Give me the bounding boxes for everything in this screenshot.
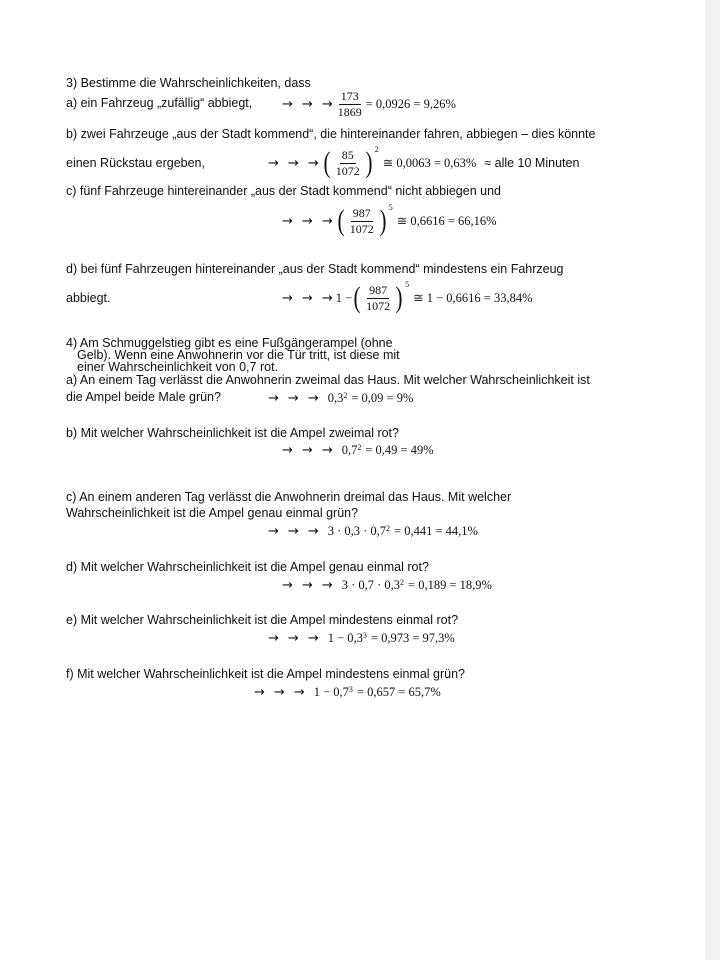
exponent: 2 [343, 390, 348, 400]
vertical-scrollbar[interactable] [706, 0, 720, 960]
arrow-icon: → [254, 684, 265, 700]
exponent: 5 [388, 202, 393, 212]
result: = 0,09 = 9% [351, 390, 414, 405]
task3-b-question-line1: b) zwei Fahrzeuge „aus der Stadt kommend“, die hintereinander fahren, abbiegen – dies könnte [66, 127, 596, 141]
arrow-icon: → [307, 523, 319, 539]
exponent: 2 [400, 577, 405, 587]
fraction: $\frac{85}{1072}$ [335, 147, 360, 178]
exponent: 2 [386, 523, 391, 533]
task3-a-question: a) ein Fahrzeug „zufällig“ abbiegt, [66, 96, 253, 110]
arrow-icon: → [301, 290, 313, 306]
task4-intro-line1: 4) Am Schmuggelstieg gibt es eine Fußgängerampel (ohne [66, 336, 393, 350]
arrow-icon: → [301, 442, 313, 458]
arrow-icon: → [268, 523, 279, 539]
task3-d-question-line1: d) bei fünf Fahrzeugen hintereinander „aus der Stadt kommend“ mindestens ein Fahrzeug [66, 262, 564, 276]
result: = 0,189 = 18,9% [408, 577, 492, 592]
base: 3 · 0,3 · 0,7 [327, 523, 387, 538]
arrow-icon: → [301, 213, 313, 229]
base: 1 − 0,3 [327, 630, 363, 645]
result: = 0,657 = 65,7% [356, 684, 441, 699]
task4-f-question: f) Mit welcher Wahrscheinlichkeit ist die Ampel mindestens einmal grün? [66, 667, 466, 681]
task4-a-answer [268, 389, 413, 407]
task3-a-answer [282, 88, 456, 119]
task4-c-answer [268, 522, 478, 540]
arrow-icon: → [301, 577, 313, 593]
exponent: 2 [374, 144, 379, 154]
task4-d-answer [282, 576, 492, 594]
arrow-icon: → [321, 290, 333, 306]
arrow-icon: → [268, 155, 279, 171]
arrow-icon: → [282, 442, 293, 458]
exponent: 5 [405, 279, 410, 289]
result: ≅ 1 − 0,6616 = 33,84% [413, 291, 533, 305]
task3-d-answer: → → → 1 − ( $\frac{987}{1072}$ ) $^5$ ≅ 1 − 0,6616 = 33,84% [282, 279, 533, 314]
result: = 0,49 = 49% [365, 442, 434, 457]
fraction: $\frac{987}{1072}$ [366, 282, 391, 313]
task4-intro-line2: Gelb). Wenn eine Anwohnerin vor die Tür tritt, ist diese mit [77, 348, 400, 362]
task3-d-question-line2: abbiegt. [66, 291, 111, 305]
task3-title: 3) Bestimme die Wahrscheinlichkeiten, dass [66, 76, 311, 90]
arrow-icon: → [287, 155, 299, 171]
task3-c-question: c) fünf Fahrzeuge hintereinander „aus der Stadt kommend“ nicht abbiegen und [66, 184, 501, 198]
exponent: 2 [357, 442, 362, 452]
result: = 0,973 = 97,3% [370, 630, 455, 645]
arrow-icon: → [307, 390, 319, 406]
task4-b-question: b) Mit welcher Wahrscheinlichkeit ist die Ampel zweimal rot? [66, 426, 399, 440]
task4-intro-line3: einer Wahrscheinlichkeit von 0,7 rot. [77, 360, 279, 374]
task4-a-question-line2: die Ampel beide Male grün? [66, 390, 221, 404]
task4-c-question-line1: c) An einem anderen Tag verlässt die Anwohnerin dreimal das Haus. Mit welcher [66, 490, 512, 504]
arrow-icon: → [321, 577, 333, 593]
exponent: 3 [362, 630, 367, 640]
fraction: $\frac{987}{1072}$ [349, 205, 374, 236]
fraction: $\frac{173}{1869}$ [337, 88, 362, 119]
arrow-icon: → [287, 630, 299, 646]
arrow-icon: → [282, 96, 293, 112]
arrow-icon: → [321, 96, 333, 112]
task4-d-question: d) Mit welcher Wahrscheinlichkeit ist die Ampel genau einmal rot? [66, 560, 429, 574]
result: ≅ 0,0063 = 0,63% [382, 156, 477, 170]
result: = 0,441 = 44,1% [394, 523, 478, 538]
exponent: 3 [348, 684, 353, 694]
task3-b-answer: → → → ( $\frac{85}{1072}$ ) $^2$ ≅ 0,0063 = 0,63% ≈ alle 10 Minuten [268, 144, 580, 179]
task4-e-answer [268, 629, 455, 647]
arrow-icon: → [321, 442, 333, 458]
result: ≅ 0,6616 = 66,16% [396, 214, 497, 228]
task3-c-answer: → → → ( $\frac{987}{1072}$ ) $^5$ ≅ 0,6616 = 66,16% [282, 202, 497, 237]
arrow-icon: → [307, 155, 319, 171]
task4-f-answer [254, 683, 441, 701]
arrow-icon: → [321, 213, 333, 229]
arrow-icon: → [282, 577, 293, 593]
task4-c-question-line2: Wahrscheinlichkeit ist die Ampel genau einmal grün? [66, 506, 359, 520]
arrow-icon: → [287, 390, 299, 406]
arrow-icon: → [287, 523, 299, 539]
arrow-icon: → [282, 213, 293, 229]
base: 1 − 0,7 [313, 684, 349, 699]
task4-b-answer [282, 441, 434, 459]
task4-e-question: e) Mit welcher Wahrscheinlichkeit ist die Ampel mindestens einmal rot? [66, 613, 459, 627]
result: = 0,0926 = 9,26% [365, 96, 456, 111]
arrow-icon: → [268, 390, 279, 406]
prefix: 1 − [335, 290, 353, 305]
arrow-icon: → [301, 96, 313, 112]
arrow-icon: → [293, 684, 305, 700]
task3-b-question-line2: einen Rückstau ergeben, [66, 156, 205, 170]
base: 0,3 [327, 390, 344, 405]
arrow-icon: → [307, 630, 319, 646]
arrow-icon: → [268, 630, 279, 646]
approx-note: ≈ alle 10 Minuten [484, 156, 580, 170]
arrow-icon: → [273, 684, 285, 700]
arrow-icon: → [282, 290, 293, 306]
base: 3 · 0,7 · 0,3 [341, 577, 401, 592]
base: 0,7 [341, 442, 358, 457]
task4-a-question-line1: a) An einem Tag verlässt die Anwohnerin zweimal das Haus. Mit welcher Wahrscheinlichkeit ist [66, 373, 590, 387]
